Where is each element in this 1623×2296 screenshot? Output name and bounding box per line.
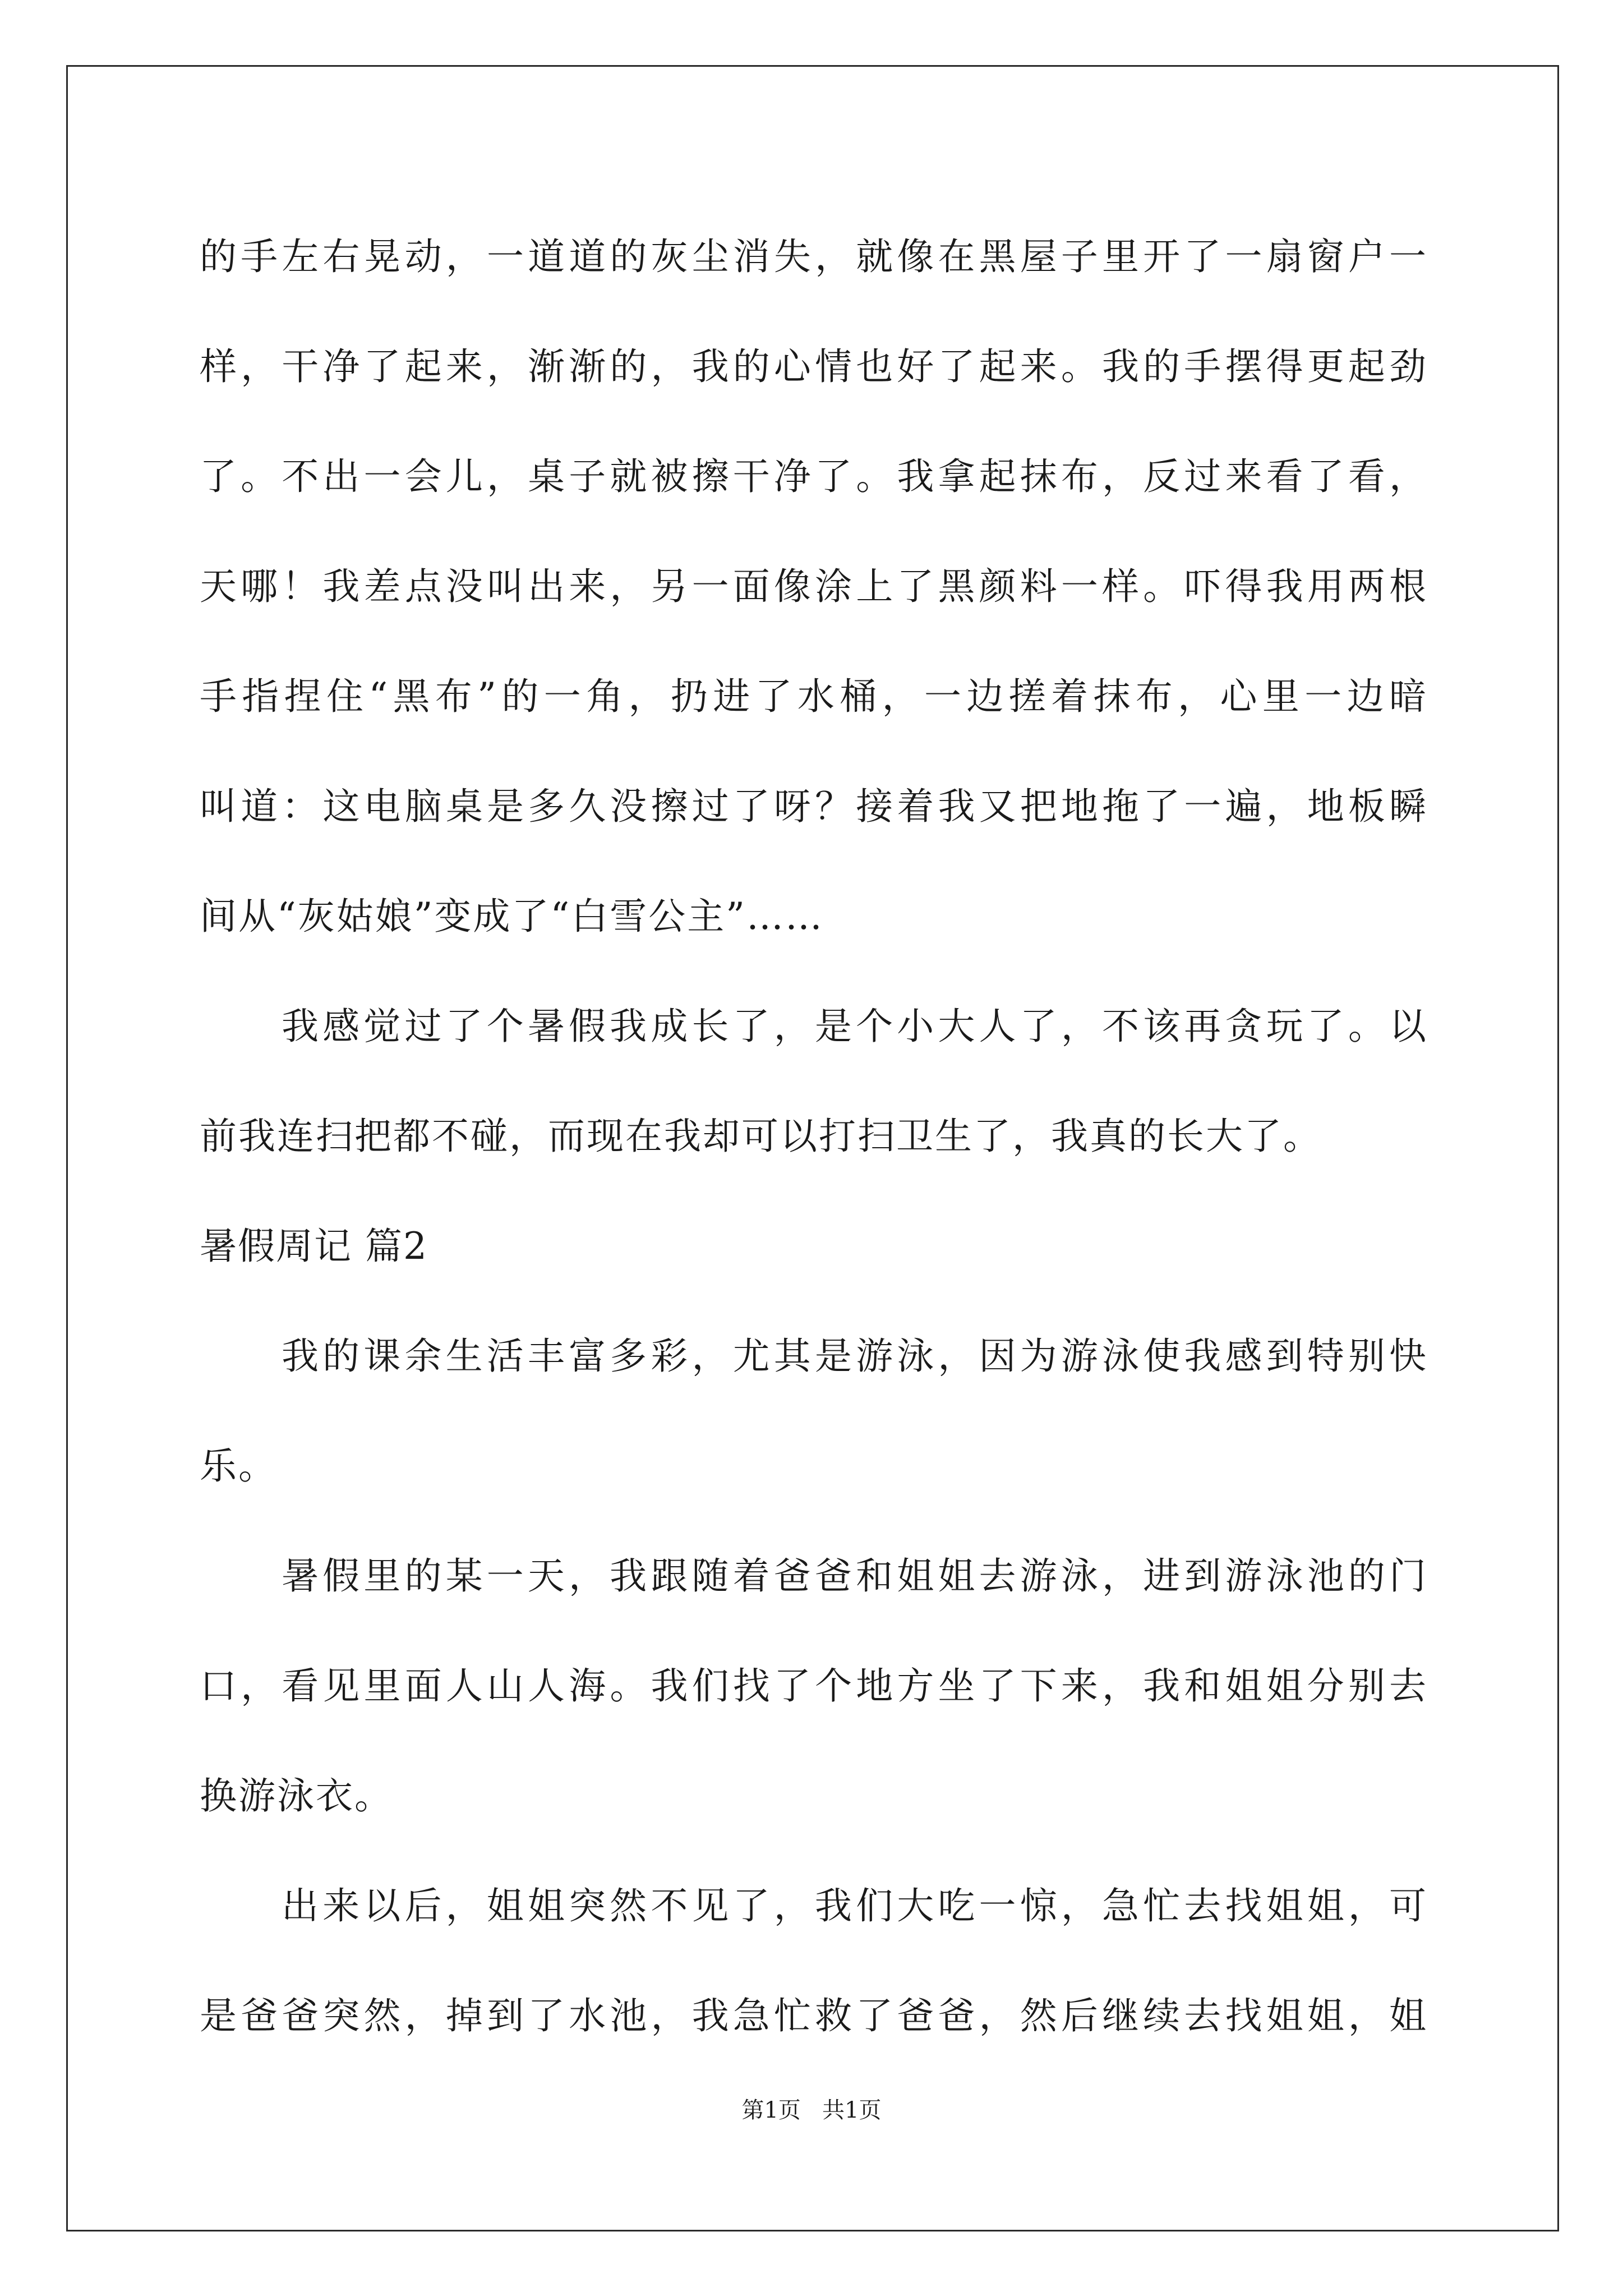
text-line: 样，干净了起来，渐渐的，我的心情也好了起来。我的手摆得更起劲 (200, 345, 1428, 388)
text-line: 出来以后，姐姐突然不见了，我们大吃一惊，急忙去找姐姐，可 (282, 1884, 1428, 1927)
text-line: 我感觉过了个暑假我成长了，是个小大人了，不该再贪玩了。以 (282, 1005, 1428, 1048)
text-line: 换游泳衣。 (200, 1774, 393, 1818)
text-line: 的手左右晃动，一道道的灰尘消失，就像在黑屋子里开了一扇窗户一 (200, 235, 1428, 278)
text-line: 了。不出一会儿，桌子就被擦干净了。我拿起抹布，反过来看了看， (200, 455, 1428, 498)
text-line: 乐。 (200, 1444, 277, 1488)
text-line: 暑假里的某一天，我跟随着爸爸和姐姐去游泳，进到游泳池的门 (282, 1554, 1428, 1598)
text-line: 手指捏住“黑布”的一角，扔进了水桶，一边搓着抹布，心里一边暗 (200, 675, 1428, 718)
document-body (200, 202, 1428, 2071)
text-line: 天哪！我差点没叫出来，另一面像涂上了黑颜料一样。吓得我用两根 (200, 565, 1428, 608)
text-line: 我的课余生活丰富多彩，尤其是游泳，因为游泳使我感到特别快 (282, 1335, 1428, 1378)
text-line: 口，看见里面人山人海。我们找了个地方坐了下来，我和姐姐分别去 (200, 1664, 1428, 1708)
text-line: 叫道：这电脑桌是多久没擦过了呀？接着我又把地拖了一遍，地板瞬 (200, 785, 1428, 828)
text-line: 前我连扫把都不碰，而现在我却可以打扫卫生了，我真的长大了。 (200, 1115, 1322, 1158)
page-footer: 第1页 共1页 (741, 2097, 882, 2123)
text-line: 是爸爸突然，掉到了水池，我急忙救了爸爸，然后继续去找姐姐，姐 (200, 1994, 1428, 2037)
section-heading: 暑假周记 篇2 (200, 1225, 428, 1268)
text-line: 间从“灰姑娘”变成了“白雪公主”…… (200, 895, 824, 938)
